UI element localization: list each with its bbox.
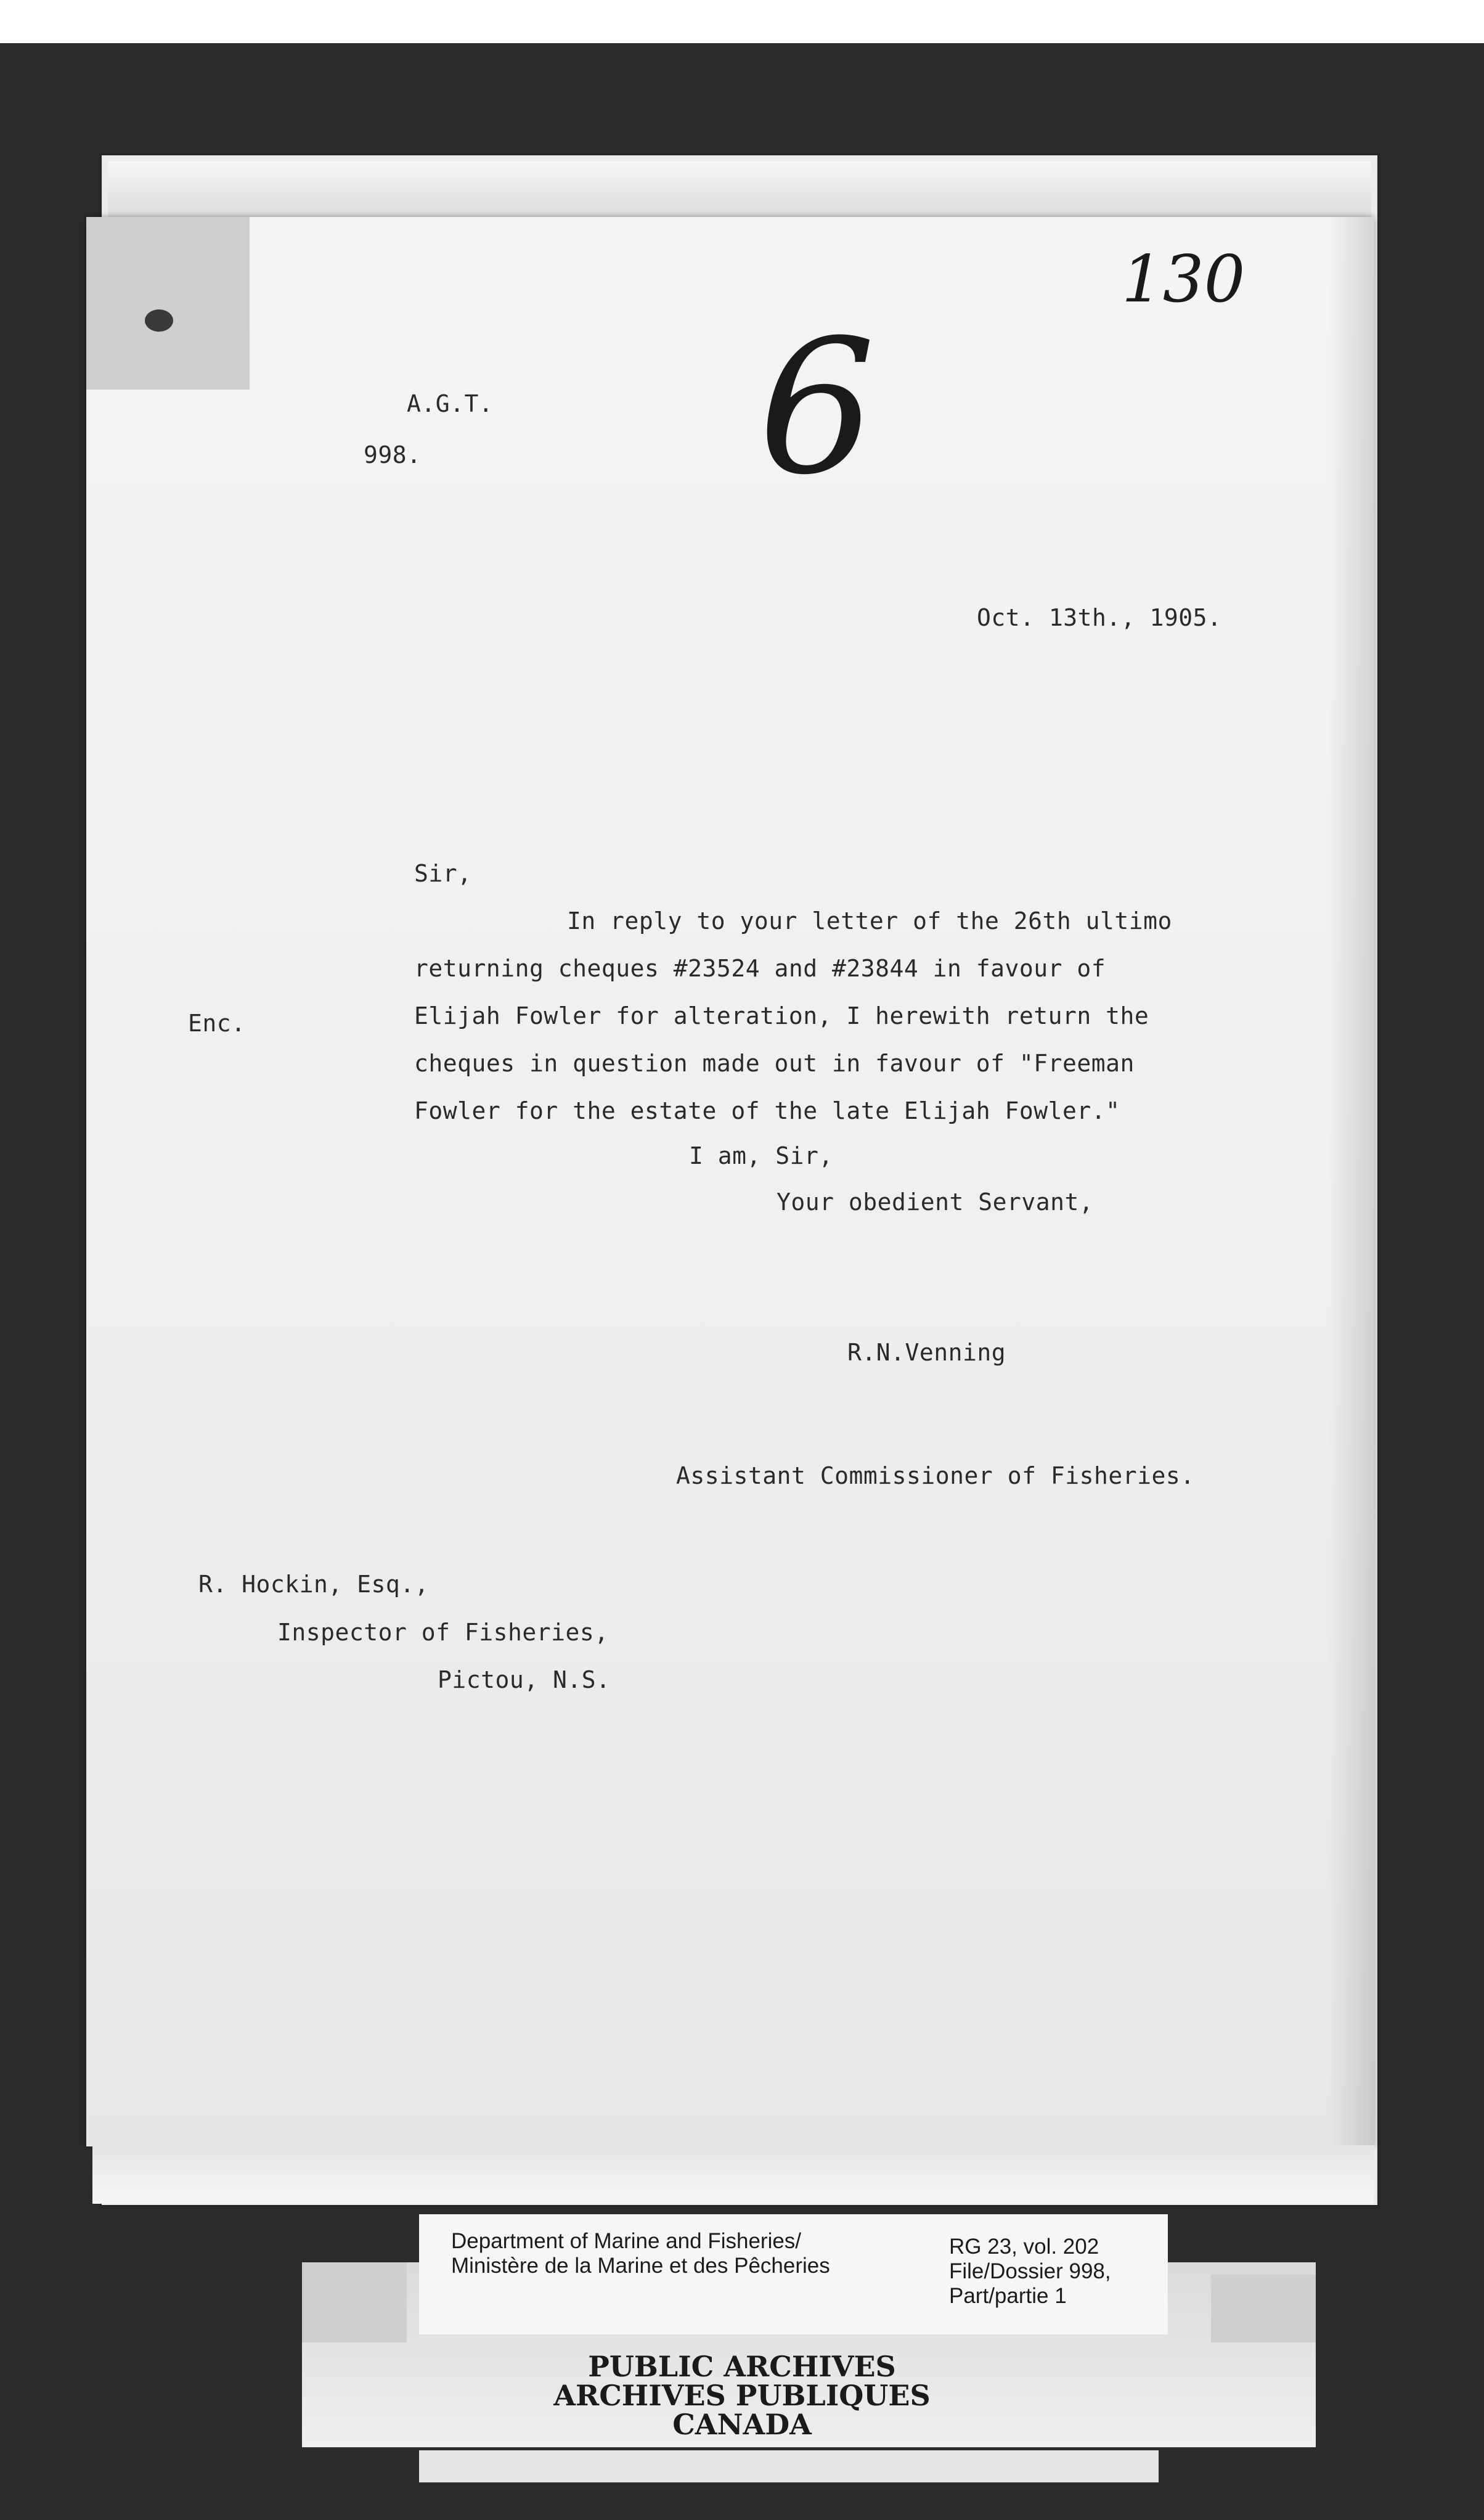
archive-stamp-line: PUBLIC ARCHIVES	[588, 2350, 896, 2383]
enclosure-note: Enc.	[188, 1010, 246, 1037]
archive-label	[419, 2214, 1168, 2334]
archive-stamp-line: ARCHIVES PUBLIQUES	[553, 2379, 931, 2412]
record-group-reference: RG 23, vol. 202	[949, 2235, 1099, 2259]
holder-notch-left	[302, 2262, 407, 2342]
part-reference: Part/partie 1	[949, 2284, 1067, 2308]
letter-page	[86, 217, 1374, 2146]
address-line: R. Hockin, Esq.,	[198, 1571, 430, 1598]
holder-notch-right	[1211, 2275, 1316, 2342]
department-french: Ministère de la Marine et des Pêcheries	[451, 2254, 830, 2278]
address-line: Pictou, N.S.	[438, 1666, 611, 1693]
bottom-paper-strip	[92, 2145, 1374, 2204]
body-line: In reply to your letter of the 26th ultimo	[567, 907, 1172, 935]
file-number: 998.	[364, 441, 422, 468]
address-line: Inspector of Fisheries,	[277, 1619, 609, 1646]
archive-stamp-line: CANADA	[672, 2408, 812, 2441]
body-line: returning cheques #23524 and #23844 in favour of	[414, 955, 1106, 982]
closing-line: I am, Sir,	[689, 1142, 833, 1169]
signatory-title: Assistant Commissioner of Fisheries.	[676, 1462, 1195, 1489]
top-paper-strip	[108, 162, 1371, 217]
file-reference: File/Dossier 998,	[949, 2259, 1111, 2283]
body-line: Fowler for the estate of the late Elijah Fowler."	[414, 1097, 1120, 1124]
salutation: Sir,	[414, 860, 472, 887]
folio-number: 130	[1122, 242, 1246, 317]
body-line: cheques in question made out in favour of "Freeman	[414, 1050, 1135, 1077]
page-edge-shadow	[1328, 217, 1374, 2146]
closing-line: Your obedient Servant,	[777, 1188, 1094, 1216]
signature: R.N.Venning	[847, 1339, 1006, 1366]
letter-date: Oct. 13th., 1905.	[977, 604, 1222, 631]
file-code-initials: A.G.T.	[407, 390, 494, 417]
ink-blot	[145, 309, 173, 332]
bottom-strip	[419, 2450, 1159, 2482]
handwritten-mark: 6	[758, 300, 876, 515]
corner-tab	[86, 217, 250, 390]
department-english: Department of Marine and Fisheries/	[451, 2229, 802, 2253]
body-line: Elijah Fowler for alteration, I herewith return the	[414, 1002, 1149, 1029]
